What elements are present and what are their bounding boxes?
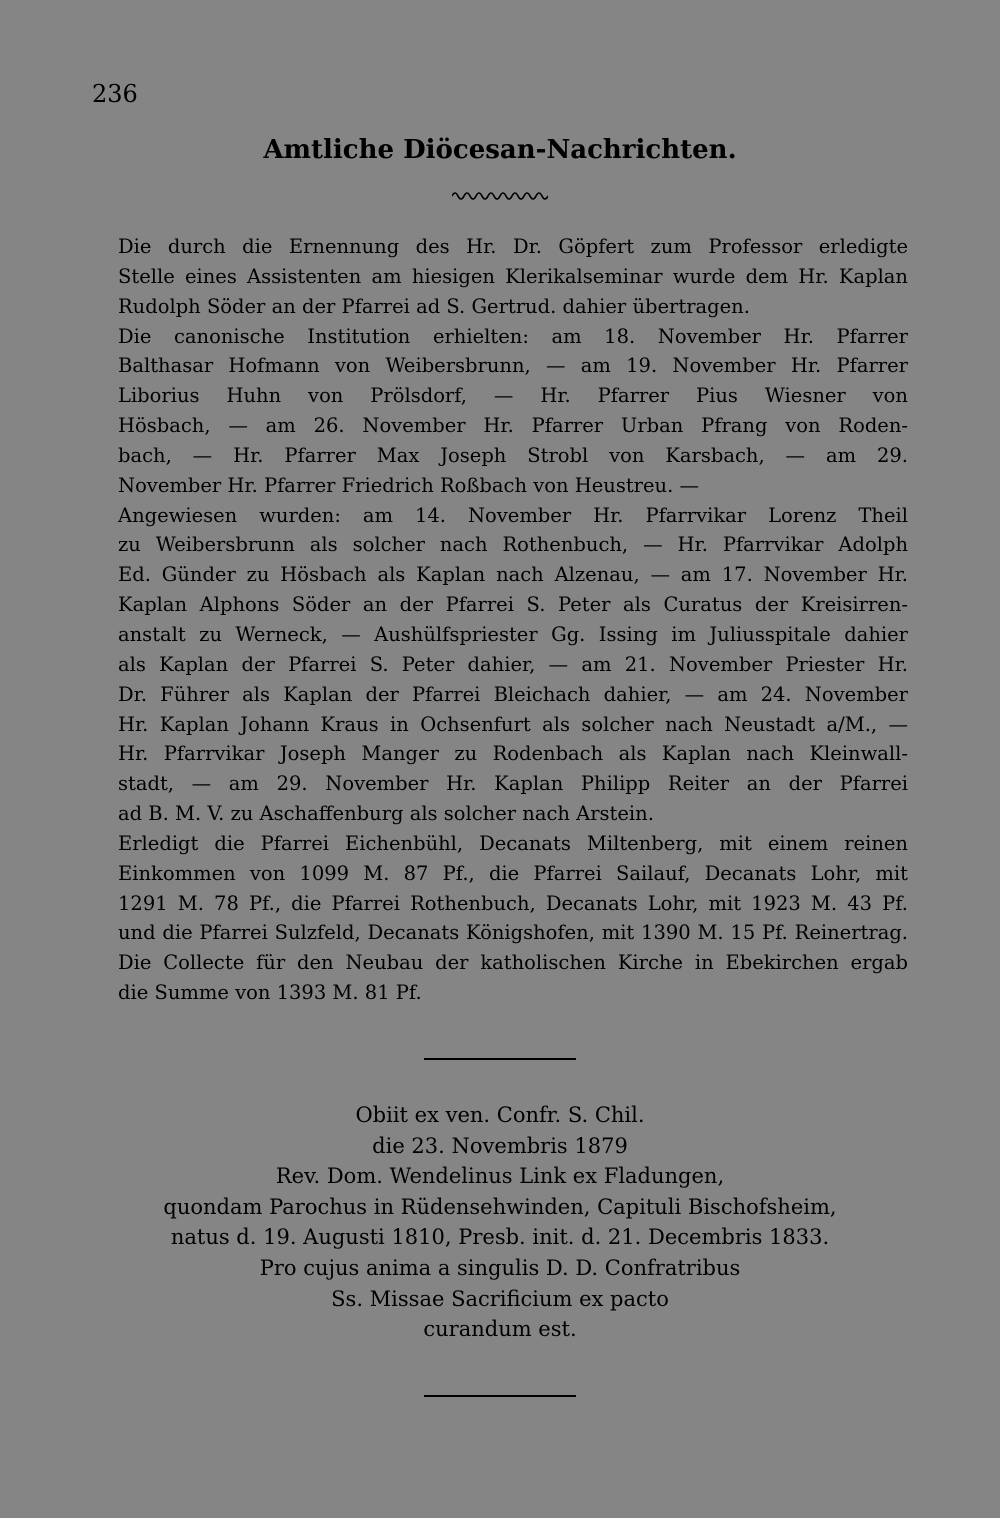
text-line: Erledigt die Pfarrei Eichenbühl, Decanats Miltenberg, mit einem reinen (118, 831, 908, 855)
text-line: Stelle eines Assistenten am hiesigen Klerikalseminar wurde dem Hr. Kaplan (118, 264, 908, 288)
text-line: 1291 M. 78 Pf., die Pfarrei Rothenbuch, Decanats Lohr, mit 1923 M. 43 Pf. (118, 891, 908, 915)
text-line: Kaplan Alphons Söder an der Pfarrei S. Peter als Curatus der Kreisirren- (118, 593, 908, 617)
paragraph-assignments (88, 501, 908, 829)
paragraph-appointment (88, 232, 908, 322)
text-line: anstalt zu Werneck, — Aushülfspriester Gg. Issing im Juliusspitale dahier (118, 622, 908, 646)
text-line: und die Pfarrei Sulzfeld, Decanats Königshofen, mit 1390 M. 15 Pf. Reinertrag. (118, 921, 908, 945)
page-title: Amtliche Diöcesan-Nachrichten. (263, 135, 737, 165)
text-line: November Hr. Pfarrer Friedrich Roßbach von Heustreu. — (118, 473, 700, 497)
text-line: Hr. Pfarrvikar Joseph Manger zu Rodenbach als Kaplan nach Kleinwall- (118, 742, 908, 766)
text-line: stadt, — am 29. November Hr. Kaplan Philipp Reiter an der Pfarrei (118, 772, 908, 796)
obituary-line: natus d. 19. Augusti 1810, Presb. init. d. 21. Decembris 1833. (170, 1225, 830, 1250)
text-line: Hr. Kaplan Johann Kraus in Ochsenfurt als solcher nach Neustadt a/M., — (118, 712, 908, 736)
obituary-line: curandum est. (423, 1317, 577, 1342)
text-line: Die Collecte für den Neubau der katholischen Kirche in Ebekirchen ergab (118, 951, 908, 975)
obituary-line: Ss. Missae Sacrificium ex pacto (331, 1286, 669, 1311)
text-line: Angewiesen wurden: am 14. November Hr. Pfarrvikar Lorenz Theil (118, 503, 908, 527)
section-divider (424, 1058, 576, 1060)
paragraph-vacancies (88, 829, 908, 948)
text-line: Hösbach, — am 26. November Hr. Pfarrer Urban Pfrang von Roden- (118, 414, 908, 438)
page-number: 236 (92, 80, 138, 108)
obituary-line: Pro cujus anima a singulis D. D. Confratribus (259, 1255, 741, 1280)
paragraph-institution (88, 322, 908, 501)
end-divider (424, 1395, 576, 1397)
text-line: bach, — Hr. Pfarrer Max Joseph Strobl von Karsbach, — am 29. (118, 443, 908, 467)
obituary-line: Obiit ex ven. Confr. S. Chil. (355, 1103, 645, 1127)
text-line: die Summe von 1393 M. 81 Pf. (118, 981, 422, 1005)
text-line: Liborius Huhn von Prölsdorf, — Hr. Pfarrer Pius Wiesner von (118, 384, 908, 408)
paragraph-collection (88, 948, 908, 1008)
text-line: Balthasar Hofmann von Weibersbrunn, — am 19. November Hr. Pfarrer (118, 354, 908, 378)
text-line: Einkommen von 1099 M. 87 Pf., die Pfarrei Sailauf, Decanats Lohr, mit (118, 861, 908, 885)
text-line: Dr. Führer als Kaplan der Pfarrei Bleichach dahier, — am 24. November (118, 682, 908, 706)
text-line: Die canonische Institution erhielten: am 18. November Hr. Pfarrer (118, 324, 908, 348)
obituary-line: die 23. Novembris 1879 (372, 1133, 628, 1158)
text-line: zu Weibersbrunn als solcher nach Rothenbuch, — Hr. Pfarrvikar Adolph (118, 533, 908, 557)
text-line: Rudolph Söder an der Pfarrei ad S. Gertrud. dahier übertragen. (118, 294, 750, 318)
obituary-notice (0, 1100, 1000, 1345)
obituary-line: quondam Parochus in Rüdensehwinden, Capituli Bischofsheim, (163, 1194, 837, 1219)
article-body (88, 232, 908, 1008)
text-line: Die durch die Ernennung des Hr. Dr. Göpfert zum Professor erledigte (118, 235, 908, 258)
obituary-line: Rev. Dom. Wendelinus Link ex Fladungen, (275, 1164, 725, 1189)
text-line: ad B. M. V. zu Aschaffenburg als solcher nach Arstein. (118, 802, 654, 826)
title-ornament (452, 190, 548, 202)
text-line: Ed. Günder zu Hösbach als Kaplan nach Alzenau, — am 17. November Hr. (118, 563, 908, 587)
text-line: als Kaplan der Pfarrei S. Peter dahier, — am 21. November Priester Hr. (118, 652, 908, 676)
